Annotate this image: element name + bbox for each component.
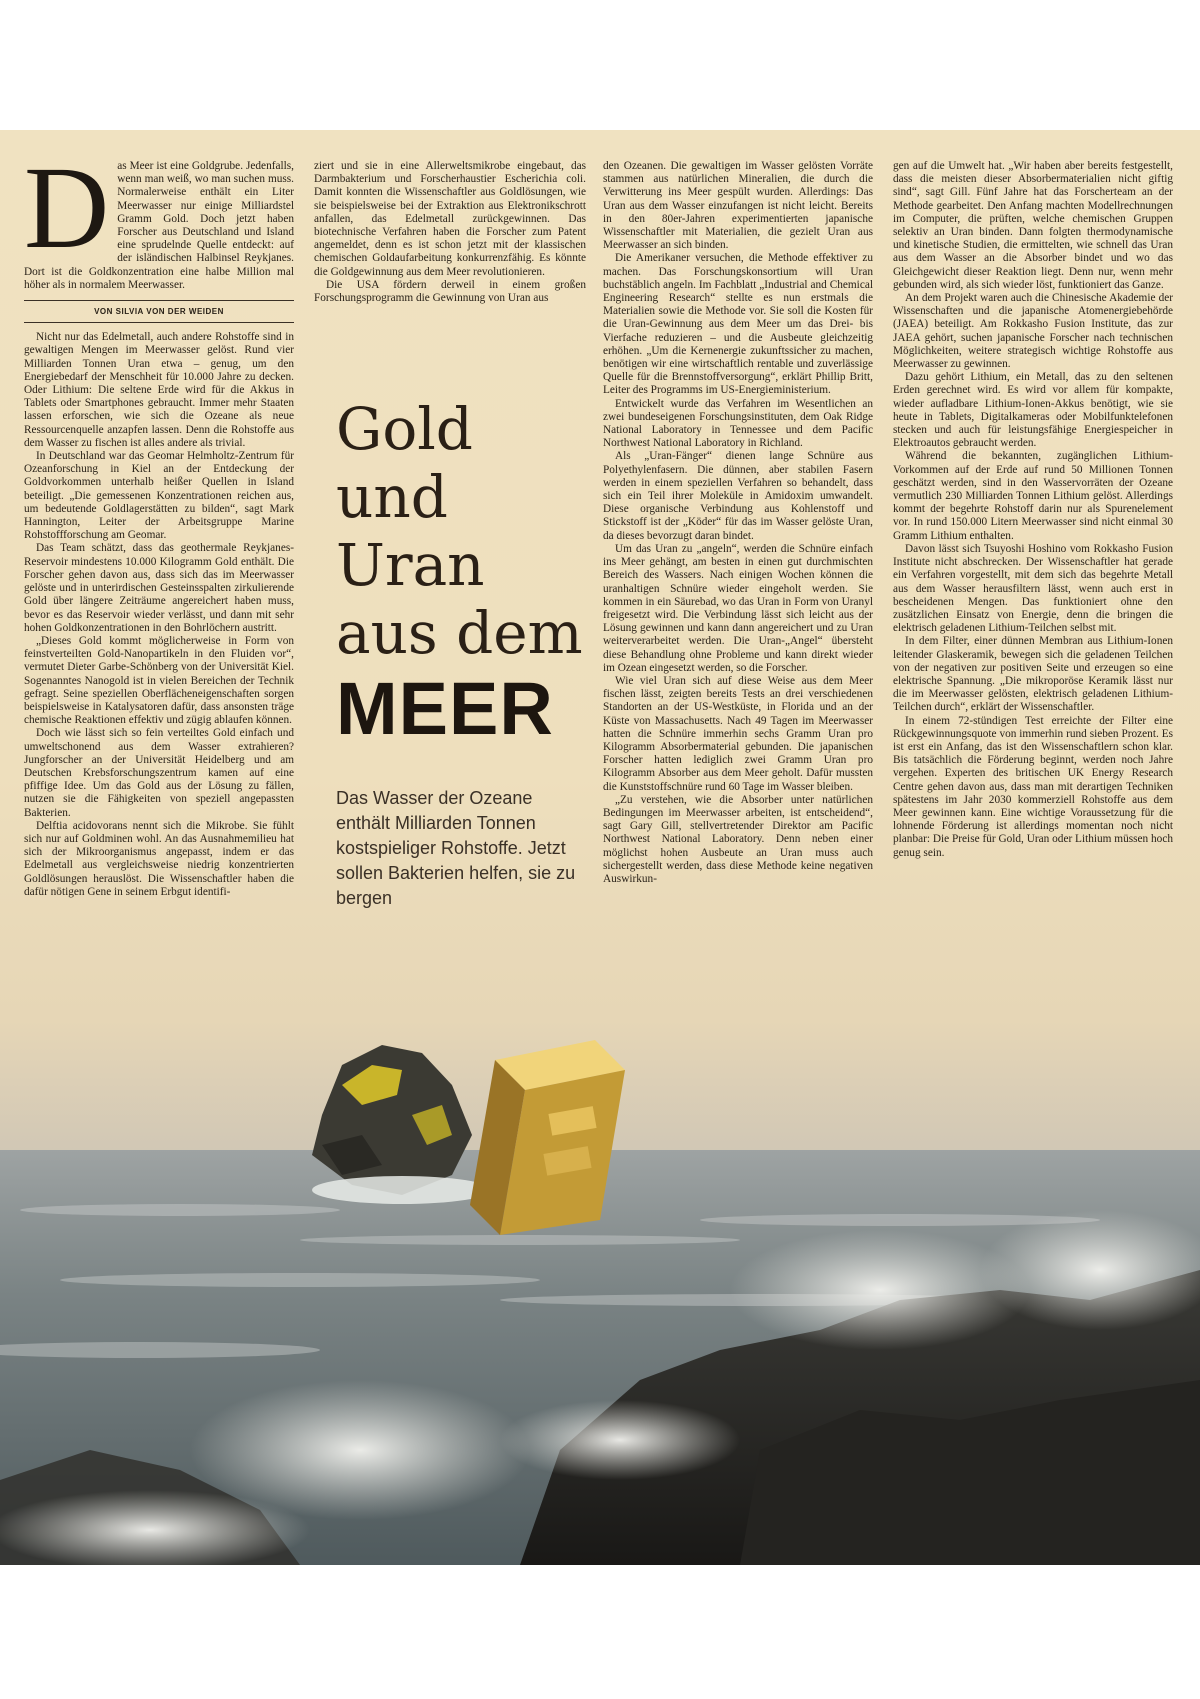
paragraph: Das Team schätzt, dass das geothermale Reykjanes-Reservoir mindestens 10.000 Kilogramm Gold enthält. Die Forscher gehen davon aus, dass sich das im Meerwasser gelöste und in unterirdischen Gesteinsspalten zirkulierende Gold über längere Zeiträume angereichert haben muss, bevor es das Reservoir wieder verlässt, und dann mit sehr hohen Goldkonzentrationen in den Bohrlöchern austritt.: [24, 542, 294, 634]
paragraph: ziert und sie in eine Allerweltsmikrobe eingebaut, das Darmbakterium und Forscherhaustier Escherichia coli. Damit konnten die Wissenschaftler aus Goldlösungen, wie sie beispielsweise bei der Extraktion aus Elektronikschrott anfallen, das Edelmetall zurückgewinnen. Das biotechnische Verfahren haben die Forscher zum Patent angemeldet, denn es ist schon jetzt mit der klassischen chemischen Goldaufarbeitung konkurrenzfähig. Es könnte die Goldgewinnung aus dem Meer revolutionieren.: [314, 160, 586, 278]
headline-line: Uran: [336, 531, 485, 599]
headline-line: Gold: [336, 395, 473, 463]
column-3: [603, 160, 873, 886]
column-2: [314, 160, 586, 305]
drop-cap: D: [24, 142, 110, 273]
lead-text: as Meer ist eine Goldgrube. Jedenfalls, wenn man weiß, wo man suchen muss. Normalerweise enthält ein Liter Meerwasser nur einige Milliardstel Gramm Gold. Doch jetzt haben Forscher aus Deutschland und Island eine sprudelnde Quelle entdeckt: auf der isländischen Halbinsel Reykjanes. Dort ist die Goldkonzentration eine halbe Million mal höher als in normalem Meerwasser.: [24, 160, 294, 291]
paragraph: Doch wie lässt sich so fein verteiltes Gold einfach und umweltschonend aus dem Wasser extrahieren? Jungforscher an der Universität Heidelberg und am Deutschen Krebsforschungszentrum kamen auf eine pfiffige Idee. Um das Gold aus der Lösung zu fällen, nutzen sie die Fähigkeiten von speziell angepassten Bakterien.: [24, 727, 294, 819]
paragraph: Nicht nur das Edelmetall, auch andere Rohstoffe sind in gewaltigen Mengen im Meerwasser gelöst. Rund vier Milliarden Tonnen Uran etwa – genug, um den Energiebedarf der Menschheit für 10.000 Jahre zu decken. Oder Lithium: Die seltene Erde wird für die Akkus in Tablets oder Smartphones gebraucht. Immer mehr Staaten lassen erforschen, wie sich die Ozeane als neue Ressourcenquelle anzapfen lassen. Denn die Rohstoffe aus dem Wasser zu fischen ist alles andere als trivial.: [24, 331, 294, 449]
standfirst: Das Wasser der Ozeane enthält Milliarden Tonnen kostspieliger Rohstoffe. Jetzt sollen Bakterien helfen, sie zu bergen: [336, 788, 576, 908]
paragraph: Um das Uran zu „angeln“, werden die Schnüre einfach ins Meer gehängt, am besten in einen gut durchmischten Bereich des Wassers. Nach einigen Wochen können die uranhaltigen Schnüre wieder eingeholt werden. Sie kommen in ein Säurebad, wo das Uran in Form von Uranyl freigesetzt wird. Die Verbindung lässt sich leicht aus der Lösung gewinnen und kann dann angereichert und zu Uran weiterverarbeitet werden. Die Uran-„Angel“ übersteht diese Behandlung ohne Probleme und kann direkt wieder im Ozean eingesetzt werden, so die Forscher.: [603, 542, 873, 674]
column-1: [24, 142, 294, 899]
paragraph: den Ozeanen. Die gewaltigen im Wasser gelösten Vorräte stammen aus natürlichen Mineralien, die durch die Verwitterung ins Meer gespült wurden. Allerdings: Das Uran aus dem Wasser einzufangen ist nicht leicht. Bereits in den 80er-Jahren experimentierten japanische Wissenschaftler mit Materialien, die gezielt Uran aus Meerwasser an sich binden.: [603, 160, 873, 252]
paragraph: Delftia acidovorans nennt sich die Mikrobe. Sie fühlt sich nur auf Goldminen wohl. An das Ausnahmemilieu hat sich der Mikroorganismus angepasst, indem er das Edelmetall aus vergleichsweise niedrig konzentrierten Goldlösungen herauslöst. Die Wissenschaftler haben die dafür nötigen Gene in seinem Erbgut identifi-: [24, 819, 294, 898]
paragraph: In Deutschland war das Geomar Helmholtz-Zentrum für Ozeanforschung in Kiel an der Entdeckung der Goldvorkommen unterhalb heißer Quellen in Island beteiligt. „Die gemessenen Konzentrationen reichen aus, um bedeutende Goldlagerstätten zu bilden“, sagt Mark Hannington, Leiter der Arbeitsgruppe Marine Rohstoffforschung am Geomar.: [24, 450, 294, 542]
paragraph: Entwickelt wurde das Verfahren im Wesentlichen an zwei bundeseigenen Forschungsinstituten, dem Oak Ridge National Laboratory in Tennessee und dem Pacific Northwest National Laboratory in Richland.: [603, 397, 873, 450]
paragraph: Die USA fördern derweil in einem großen Forschungsprogramm die Gewinnung von Uran aus: [314, 278, 586, 305]
headline-line: und: [336, 463, 448, 531]
paragraph: In einem 72-stündigen Test erreichte der Filter eine Rückgewinnungsquote von immerhin rund sieben Prozent. Es ist erst ein Anfang, das ist den Wissenschaftlern schon klar. Bis tatsächlich die Förderung beginnt, werden noch Jahre vergehen. Experten des britischen UK Energy Research Centre gehen davon aus, dass man mit derartigen Techniken spätestens im Jahr 2030 kommerziell Rohstoffe aus dem Meer gewinnen kann. Eine wichtige Voraussetzung für die lohnende Förderung ist allerdings momentan noch nicht planbar: Die Preise für Gold, Uran oder Lithium müssen hoch genug sein.: [893, 714, 1173, 859]
paragraph: Wie viel Uran sich auf diese Weise aus dem Meer fischen lässt, zeigten bereits Tests an drei verschiedenen Standorten an der US-Westküste, in Florida und an der Küste von Massachusetts. Nach 49 Tagen im Meerwasser hatten die Schnüre immerhin sechs Gramm Uran pro Kilogramm Absorbermaterial gebunden. Die japanischen Forscher hatten lediglich zwei Gramm Uran pro Kilogramm Absorber aus dem Meer geholt. Dafür mussten die Kunststoffschnüre rund 60 Tage im Wasser bleiben.: [603, 674, 873, 793]
paragraph: Während die bekannten, zugänglichen Lithium-Vorkommen auf der Erde auf rund 50 Millionen Tonnen geschätzt werden, sind in den Wasservorräten der Ozeane vermutlich 230 Milliarden Tonnen Lithium gelöst. Allerdings kommt der begehrte Rohstoff darin nur als Spurenelement vor. In rund 150.000 Litern Meerwasser sind nicht einmal 30 Gramm Lithium enthalten.: [893, 450, 1173, 542]
column-4: [893, 160, 1173, 860]
gold-bar-image: [465, 1040, 635, 1235]
paragraph: Dazu gehört Lithium, ein Metall, das zu den seltenen Erden gerechnet wird. Es wird vor allem für kompakte, wieder aufladbare Lithium-Ionen-Akkus benötigt, wie sie heute in Tablets, Digitalkameras oder Mobilfunktelefonen stecken und auch für leistungsfähige Energiespeicher in Elektroautos gebraucht werden.: [893, 371, 1173, 450]
headline-line: aus dem: [336, 599, 583, 667]
lead-paragraph: [24, 142, 294, 292]
paragraph: Die Amerikaner versuchen, die Methode effektiver zu machen. Das Forschungskonsortium will Uran buchstäblich angeln. Im Fachblatt „Industrial and Chemical Engineering Research“ stellte es nun erstmals die Materialien sowie die Methode vor. Sie soll die Kosten für die Uran-Gewinnung aus dem Meer um das Drei- bis Vierfache reduzieren – und die Ausbeute gleichzeitig erhöhen. „Um die Kernenergie zukunftssicher zu machen, benötigen wir eine wirtschaftlich rentable und zuverlässige Quelle für die Brennstoffversorgung“, erklärt Phillip Britt, Leiter des Programms im US-Energieministerium.: [603, 252, 873, 397]
paragraph: Davon lässt sich Tsuyoshi Hoshino vom Rokkasho Fusion Institute nicht abschrecken. Der Wissenschaftler hat gerade ein Verfahren vorgestellt, mit dem sich das begehrte Metall aus dem Wasser herausfiltern lässt, wenn auch erst in bescheidenen Mengen. Das funktioniert ohne den zusätzlichen Einsatz von Energie, denn die bringen die elektrisch geladenen Lithium-Teilchen selbst mit.: [893, 542, 1173, 635]
paragraph: An dem Projekt waren auch die Chinesische Akademie der Wissenschaften und die japanische Atomenergiebehörde (JAEA) beteiligt. Am Rokkasho Fusion Institute, das zur JAEA gehört, suchen japanische Forscher nach technischen Möglichkeiten, weitere strategisch wichtige Rohstoffe aus Meerwasser zu gewinnen.: [893, 292, 1173, 371]
paragraph: Als „Uran-Fänger“ dienen lange Schnüre aus Polyethylenfasern. Die dünnen, aber stabilen Fasern werden in einem speziellen Verfahren so behandelt, dass sich ein Teil ihrer Moleküle in Amidoxim umwandelt. Diese organische Verbindung aus Kohlenstoff und Stickstoff ist der „Köder“ für das im Wasser gelöste Uran, da dieses bevorzugt daran bindet.: [603, 450, 873, 542]
paragraph: „Dieses Gold kommt möglicherweise in Form von feinstverteilten Gold-Nanopartikeln in den Fluiden vor“, vermutet Dieter Garbe-Schönberg von der Universität Kiel. Sogenanntes Nanogold ist in vielen Bereichen der Technik gefragt. Seine speziellen Oberflächeneigenschaften sorgen beispielsweise in Katalysatoren dafür, dass ansonsten träge chemische Reaktionen effektiv und zügig ablaufen können.: [24, 634, 294, 727]
paragraph: In dem Filter, einer dünnen Membran aus Lithium-Ionen leitender Glaskeramik, bewegen sich die geladenen Teilchen von der negativen zur positiven Seite und erzeugen so eine elektrische Spannung. „Die mikroporöse Keramik lässt nur die im Meerwasser gelösten, elektrisch geladenen Lithium-Teilchen durch“, erklärt der Wissenschaftler.: [893, 635, 1173, 714]
paragraph: gen auf die Umwelt hat. „Wir haben aber bereits festgestellt, dass die meisten dieser Absorbermaterialien nicht giftig sind“, sagt Gill. Fünf Jahre hat das Forscherteam an der Methode gearbeitet. Den Anfang machten Modellrechnungen im Computer, die prüften, welche chemischen Gruppen selektiv an Uran binden. Dann folgten thermodynamische und kinetische Studien, die ermittelten, wie schnell das Uran aus dem Wasser an die Absorber bindet und wo das Gleichgewicht dieser Reaktion liegt. Denn nur, wenn mehr gebunden wird, als sich wieder löst, funktioniert das Ganze.: [893, 160, 1173, 291]
headline: [336, 395, 583, 749]
paragraph: „Zu verstehen, wie die Absorber unter natürlichen Bedingungen im Meerwasser arbeiten, ist entscheidend“, sagt Gary Gill, stellvertretender Direktor am Pacific Northwest National Laboratory. Denn neben einer möglichst hohen Ausbeute an Uran muss auch sichergestellt werden, dass diese Methode keine negativen Auswirkun-: [603, 793, 873, 885]
headline-emphasis: MEER: [336, 667, 554, 750]
byline: VON SILVIA VON DER WEIDEN: [24, 300, 294, 323]
